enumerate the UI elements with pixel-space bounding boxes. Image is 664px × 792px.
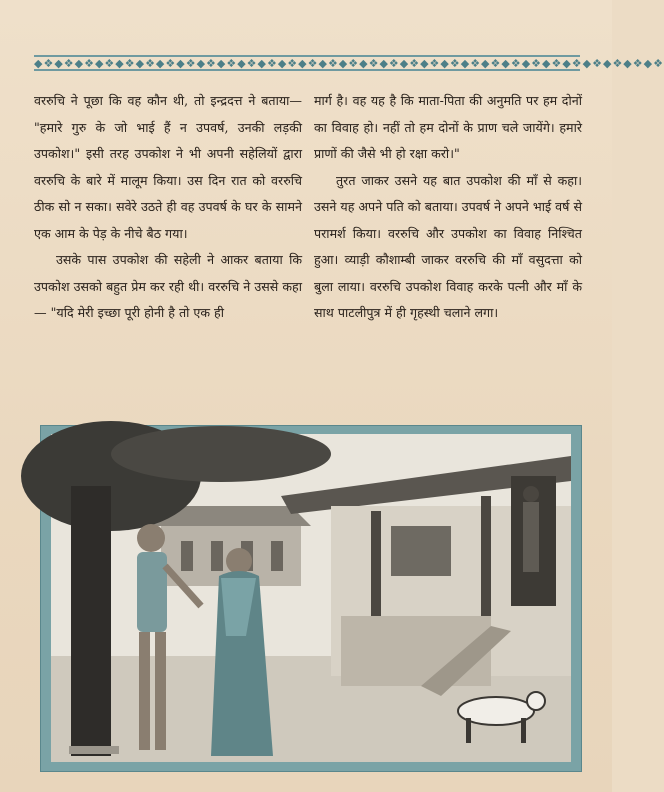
illustration-drawing (41, 426, 581, 771)
paragraph: तुरत जाकर उसने यह बात उपकोश की माँ से कहा। उसने यह अपने पति को बताया। उपवर्ष ने अपने भाई वर्ष से परामर्श किया। वररुचि और उपकोश का विवाह निश्चित हुआ। व्याड़ी कौशाम्बी जाकर वररुचि की माँ वसुदत्ता को बुला लाया। वररुचि उपकोश विवाह करके पत्नी और माँ के साथ पाटलीपुत्र में ही गृहस्थी चलाने लगा। (314, 172, 582, 320)
text-columns (34, 88, 582, 416)
paragraph: मार्ग है। वह यह है कि माता-पिता की अनुमति पर हम दोनों का विवाह हो। नहीं तो हम दोनों के प्राण चले जायेंगे। हमारे प्राणों की जैसे भी हो रक्षा करो।" (314, 93, 582, 161)
paragraph: उसके पास उपकोश की सहेली ने आकर बताया कि उपकोश उसको बहुत प्रेम कर रही थी। वररुचि ने उससे कहा— "यदि मेरी इच्छा पूरी होनी है तो एक ही (34, 252, 302, 320)
paragraph: वररुचि ने पूछा कि वह कौन थी, तो इन्द्रदत्त ने बताया— "हमारे गुरु के जो भाई हैं न उपवर्ष, उनकी लड़की उपकोश।" इसी तरह उपकोश ने भी अपनी सहेलियों द्वारा वररुचि के बारे में मालूम किया। उस दिन रात को वररुचि ठीक सो न सका। सवेरे उठते ही वह उपवर्ष के घर के सामने एक आम के पेड़ के नीचे बैठ गया। (34, 93, 302, 241)
border-pattern: ◆❖◆❖◆❖◆❖◆❖◆❖◆❖◆❖◆❖◆❖◆❖◆❖◆❖◆❖◆❖◆❖◆❖◆❖◆❖◆❖◆❖◆❖◆❖◆❖◆❖◆❖◆❖◆❖◆❖◆❖◆❖ (34, 56, 664, 70)
decorative-border (34, 50, 664, 76)
left-column (34, 88, 302, 416)
woman-in-doorway (523, 486, 539, 572)
border-line-bottom (34, 69, 580, 71)
story-illustration (40, 425, 582, 772)
right-column (314, 88, 582, 416)
artist-signature (69, 746, 119, 754)
